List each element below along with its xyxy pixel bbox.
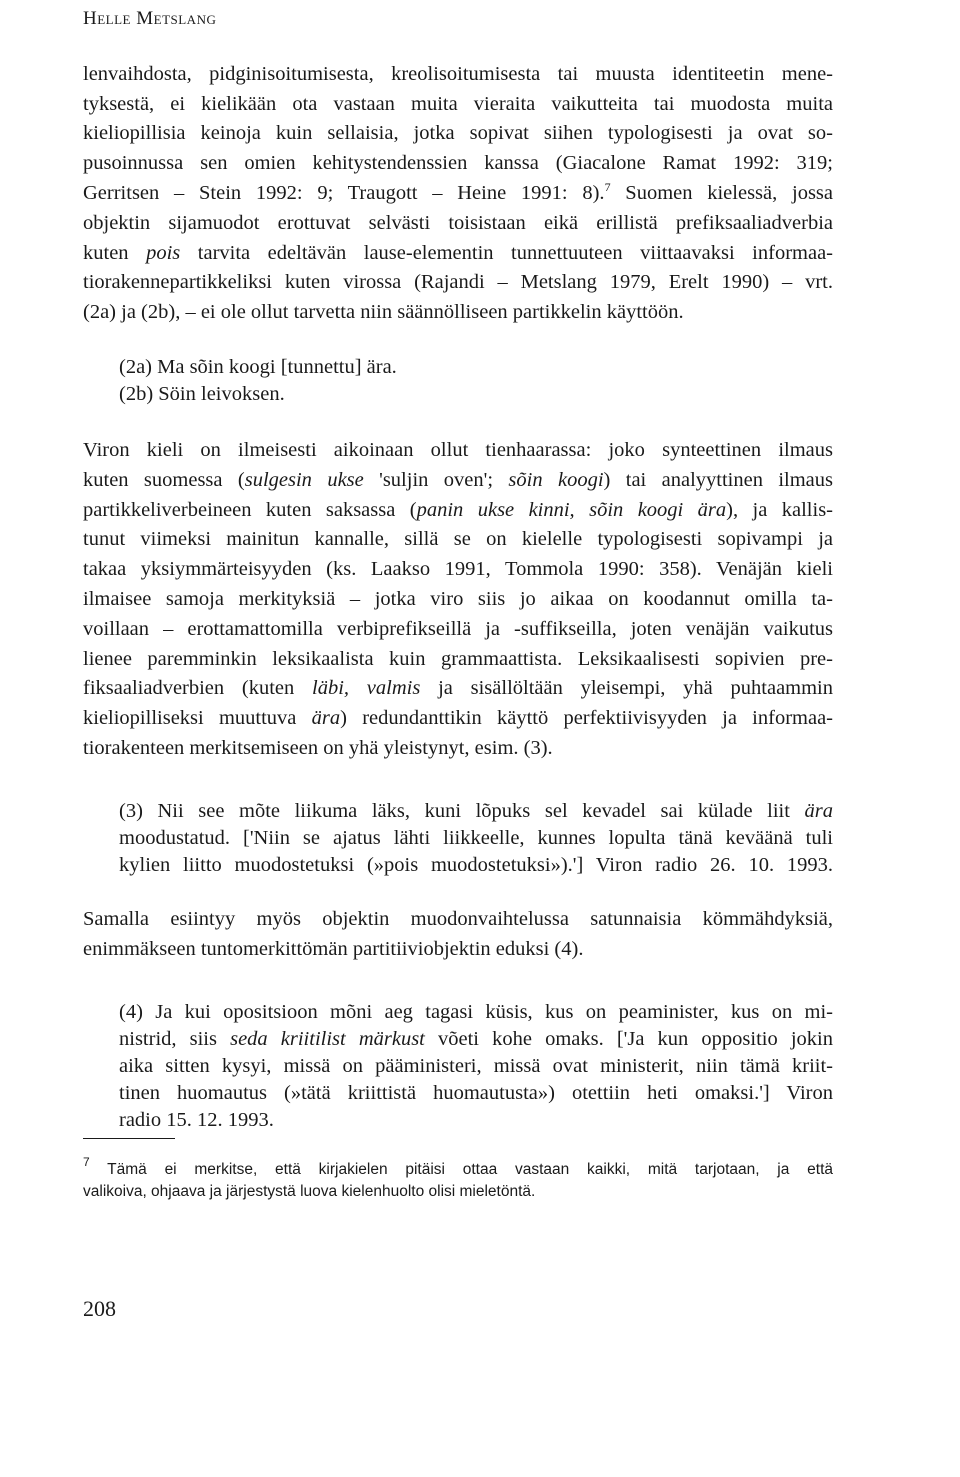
body-line: tiorakennepartikkeliksi kuten virossa (Rajandi – Metslang 1979, Erelt 1990) – vrt. — [83, 271, 833, 293]
text-segment: kuten suomessa ( — [83, 469, 245, 491]
running-head: Helle Metslang — [83, 8, 217, 29]
body-line — [83, 498, 833, 522]
example-line: moodustatud. ['Niin se ajatus lähti liikkeelle, kunnes lopulta tänä keväänä tuli — [119, 827, 833, 849]
text-segment: nistrid, siis — [119, 1028, 231, 1050]
italic-term: panin ukse kinni, sõin koogi ära — [416, 499, 727, 521]
body-line: lenvaihdosta, pidginisoitumisesta, kreolisoitumisesta tai muusta identiteetin mene- — [83, 63, 833, 85]
example-line: (2a) Ma sõin koogi [tunnettu] ära. — [119, 356, 397, 378]
italic-term: seda kriitilist märkust — [230, 1028, 425, 1050]
text-segment: ) redundanttikin käyttö perfektiivisyyden ja informaa- — [340, 707, 834, 729]
italic-term: ära — [311, 707, 341, 729]
italic-term: ära — [804, 800, 833, 822]
body-line: objektin sijamuodot erottuvat selvästi toisistaan eikä erillistä prefiksaaliadverbia — [83, 212, 833, 234]
body-line — [83, 241, 833, 265]
example-line: kylien liitto muodostetuksi (»pois muodostetuksi»).'] Viron radio 26. 10. 1993. — [119, 854, 833, 876]
example-line — [119, 799, 833, 823]
body-line — [83, 706, 833, 730]
body-line: Viron kieli on ilmeisesti aikoinaan ollut tienhaarassa: joko synteettinen ilmaus — [83, 439, 833, 461]
text-segment: Suomen kielessä, jossa — [610, 182, 833, 204]
example-line: (4) Ja kui opositsioon mõni aeg tagasi küsis, kus on peaminister, kus on mi- — [119, 1001, 833, 1023]
example-line: aika sitten kysyi, missä on pääministeri, missä ovat ministerit, niin tämä kriit- — [119, 1055, 833, 1077]
italic-term: läbi, valmis — [312, 677, 421, 699]
text-segment: ja sisällöltään yleisempi, yhä puhtaammin — [420, 677, 834, 699]
body-line: ilmaisee samoja merkityksiä – jotka viro siis jo aikaa on koodannut omilla ta- — [83, 588, 833, 610]
italic-term: sõin koogi — [508, 469, 604, 491]
body-line: pusoinnussa sen omien kehitystendenssien kanssa (Giacalone Ramat 1992: 319; — [83, 152, 833, 174]
body-line: voillaan – erottamattomilla verbiprefikseillä ja -suffikseilla, joten venäjän vaikutus — [83, 618, 833, 640]
body-line: tyksestä, ei kielikään ota vastaan muita vieraita vaikutteita tai muodosta muita — [83, 93, 833, 115]
body-line: lienee paremminkin leksikaalista kuin grammaattista. Leksikaalisesti sopivien pre- — [83, 648, 833, 670]
body-line: enimmäkseen tuntomerkittömän partitiiviobjektin eduksi (4). — [83, 938, 584, 960]
footnote-marker: 7 — [83, 1155, 90, 1169]
italic-term: sulgesin ukse — [244, 469, 364, 491]
text-segment: ), ja kallis- — [726, 499, 833, 521]
example-line: tinen huomautus (»tätä kriittistä huomautusta») otettiin heti omaksi.'] Viron — [119, 1082, 833, 1104]
text-segment: kuten — [83, 242, 147, 264]
example-line: radio 15. 12. 1993. — [119, 1109, 274, 1131]
text-segment: 'suljin oven'; — [363, 469, 509, 491]
text-segment: tarvita edeltävän lause-elementin tunnettuuteen viittaavaksi informaa- — [180, 242, 834, 264]
body-line — [83, 181, 833, 205]
text-segment: ) tai analyyttinen ilmaus — [603, 469, 834, 491]
text-segment: partikkeliverbeineen kuten saksassa ( — [83, 499, 417, 521]
footnote-rule — [83, 1138, 175, 1139]
footnote-line: valikoiva, ohjaava ja järjestystä luova kielenhuolto olisi mieletöntä. — [83, 1183, 536, 1200]
footnote-reference: 7 — [604, 180, 611, 194]
footnote-line — [83, 1155, 833, 1180]
text-segment: võeti kohe omaks. ['Ja kun oppositio jokin — [424, 1028, 833, 1050]
text-segment: (3) Nii see mõte liikuma läks, kuni lõpuks sel kevadel sai külade liit — [119, 800, 805, 822]
body-line: tunut viimeksi mainitun kannalle, sillä se on kielelle typologisesti sopivampi ja — [83, 528, 833, 550]
body-line: tiorakenteen merkitsemiseen on yhä yleistynyt, esim. (3). — [83, 737, 553, 759]
example-line — [119, 1027, 833, 1051]
text-segment: fiksaaliadverbien (kuten — [83, 677, 313, 699]
body-line: kieliopillisia keinoja kuin sellaisia, jotka sopivat siihen typologisesti ja ovat so- — [83, 122, 833, 144]
body-line: (2a) ja (2b), – ei ole ollut tarvetta niin säännölliseen partikkelin käyttöön. — [83, 301, 684, 323]
body-line: Samalla esiintyy myös objektin muodonvaihtelussa satunnaisia kömmähdyksiä, — [83, 908, 833, 930]
body-line: takaa yksiymmärteisyyden (ks. Laakso 1991, Tommola 1990: 358). Venäjän kieli — [83, 558, 833, 580]
page-number: 208 — [83, 1296, 116, 1321]
example-line: (2b) Söin leivoksen. — [119, 383, 285, 405]
text-segment: kieliopilliseksi muuttuva — [83, 707, 312, 729]
body-line — [83, 676, 833, 700]
footnote-text: Tämä ei merkitse, että kirjakielen pitäisi ottaa vastaan kaikki, mitä tarjotaan, ja että — [89, 1161, 833, 1178]
italic-term: pois — [146, 242, 181, 264]
text-segment: Gerritsen – Stein 1992: 9; Traugott – Heine 1991: 8). — [83, 182, 605, 204]
body-line — [83, 468, 833, 492]
